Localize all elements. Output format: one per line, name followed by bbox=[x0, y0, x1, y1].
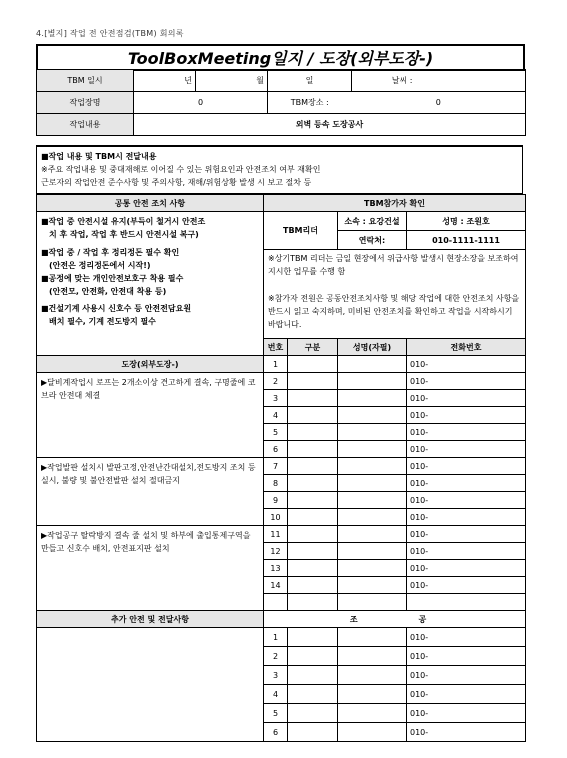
place-label: TBM장소 : bbox=[268, 92, 352, 114]
form-caption: 4.[별지] 작업 전 안전점검(TBM) 회의록 bbox=[36, 29, 184, 38]
painting-item: ▶달비계작업시 로프는 2개소이상 견고하게 결속, 구명줄에 코브라 안전대 체결 bbox=[37, 373, 264, 458]
rule-item: ■작업 중 안전시설 유지(부득이 철거시 안전조 bbox=[41, 217, 206, 226]
group-cell[interactable] bbox=[288, 475, 338, 492]
rule-item: 치 후 작업, 작업 후 반드시 안전시설 복구) bbox=[49, 230, 199, 239]
rule-item: (안전은 정리정돈에서 시작!) bbox=[49, 261, 151, 270]
desc-line: 근로자의 작업안전 준수사항 및 주의사항, 재해/위험상황 발생 시 보고 절차 등 bbox=[41, 178, 312, 187]
group-cell[interactable] bbox=[288, 509, 338, 526]
work-value: 외벽 등속 도장공사 bbox=[134, 114, 526, 136]
phone-cell[interactable]: 010- bbox=[407, 666, 526, 685]
phone-cell[interactable]: 010- bbox=[407, 560, 526, 577]
name-cell[interactable] bbox=[338, 577, 407, 594]
additional-notes[interactable] bbox=[37, 628, 264, 742]
tbm-note-1: ※상기TBM 리더는 금일 현장에서 위급사항 발생시 현장소장을 보조하여 지시한 업무를 수행 함 bbox=[264, 250, 526, 291]
row-no: 5 bbox=[264, 424, 288, 441]
row-no: 1 bbox=[264, 356, 288, 373]
group-cell[interactable] bbox=[288, 647, 338, 666]
col-no: 번호 bbox=[264, 339, 288, 356]
day-label: 일 bbox=[268, 70, 352, 92]
row-no: 10 bbox=[264, 509, 288, 526]
info-table bbox=[36, 69, 526, 136]
desc-line: ※주요 작업내용 및 중대재해로 이어질 수 있는 위험요인과 안전조치 여부 재확인 bbox=[41, 165, 321, 174]
row-no: 2 bbox=[264, 373, 288, 390]
row-no bbox=[264, 594, 288, 611]
name-cell[interactable] bbox=[338, 441, 407, 458]
row-no: 5 bbox=[264, 704, 288, 723]
tbm-header: TBM참가자 확인 bbox=[264, 195, 526, 212]
row-no: 7 bbox=[264, 458, 288, 475]
group-cell[interactable] bbox=[288, 723, 338, 742]
rule-item: ■공정에 맞는 개인안전보호구 착용 필수 bbox=[41, 274, 184, 283]
month-label: 월 bbox=[196, 70, 268, 92]
group-cell[interactable] bbox=[288, 492, 338, 509]
name-cell[interactable] bbox=[338, 509, 407, 526]
name-cell[interactable] bbox=[338, 373, 407, 390]
name-cell[interactable] bbox=[338, 543, 407, 560]
phone-cell[interactable]: 010- bbox=[407, 509, 526, 526]
group-cell[interactable] bbox=[288, 441, 338, 458]
form-title: ToolBoxMeeting일지 / 도장(외부도장-) bbox=[37, 45, 524, 70]
phone-cell[interactable]: 010- bbox=[407, 424, 526, 441]
name-cell[interactable] bbox=[338, 458, 407, 475]
row-no: 8 bbox=[264, 475, 288, 492]
group-cell[interactable] bbox=[288, 424, 338, 441]
phone-cell[interactable]: 010- bbox=[407, 475, 526, 492]
phone-cell[interactable]: 010- bbox=[407, 543, 526, 560]
rule-item: ■작업 중 / 작업 후 정리정돈 필수 확인 bbox=[41, 248, 180, 257]
rule-item: 배치 필수, 기계 전도방지 필수 bbox=[49, 317, 156, 326]
name-cell[interactable] bbox=[338, 628, 407, 647]
phone-cell[interactable]: 010- bbox=[407, 723, 526, 742]
row-no: 2 bbox=[264, 647, 288, 666]
phone-cell[interactable]: 010- bbox=[407, 356, 526, 373]
phone-cell[interactable]: 010- bbox=[407, 373, 526, 390]
name-cell[interactable] bbox=[338, 424, 407, 441]
row-no: 9 bbox=[264, 492, 288, 509]
row-no: 6 bbox=[264, 441, 288, 458]
group-cell[interactable] bbox=[288, 390, 338, 407]
name-cell[interactable] bbox=[338, 526, 407, 543]
group-cell[interactable] bbox=[288, 356, 338, 373]
phone-cell[interactable]: 010- bbox=[407, 390, 526, 407]
leader-contact: 010-1111-1111 bbox=[407, 231, 526, 250]
name-cell[interactable] bbox=[338, 356, 407, 373]
phone-cell[interactable]: 010- bbox=[407, 685, 526, 704]
row-no: 11 bbox=[264, 526, 288, 543]
main-table bbox=[36, 194, 526, 742]
phone-cell[interactable]: 010- bbox=[407, 704, 526, 723]
name-cell[interactable] bbox=[338, 685, 407, 704]
row-no: 4 bbox=[264, 407, 288, 424]
site-label: 작업장명 bbox=[37, 92, 134, 114]
row-no: 3 bbox=[264, 390, 288, 407]
rule-item: ■건설기계 사용시 신호수 등 안전전담요원 bbox=[41, 304, 192, 313]
additional-header: 추가 안전 및 전달사항 bbox=[37, 611, 264, 628]
row-no: 12 bbox=[264, 543, 288, 560]
common-header: 공통 안전 조치 사항 bbox=[37, 195, 264, 212]
contact-label: 연락처: bbox=[338, 231, 407, 250]
phone-cell[interactable]: 010- bbox=[407, 441, 526, 458]
phone-cell[interactable]: 010- bbox=[407, 407, 526, 424]
group-cell[interactable] bbox=[288, 458, 338, 475]
year-label: 년 bbox=[134, 70, 196, 92]
painting-item: ▶작업공구 탈락방지 결속 줄 설치 및 하부에 출입통제구역을 만들고 신호수 배치, 안전표지판 설치 bbox=[37, 526, 264, 611]
row-no: 13 bbox=[264, 560, 288, 577]
name-cell[interactable] bbox=[338, 647, 407, 666]
title-table bbox=[36, 44, 525, 71]
name-cell[interactable] bbox=[338, 560, 407, 577]
group-cell[interactable] bbox=[288, 526, 338, 543]
group-cell[interactable] bbox=[288, 560, 338, 577]
desc-heading: ■작업 내용 및 TBM시 전달내용 bbox=[41, 152, 157, 161]
group-cell[interactable] bbox=[288, 407, 338, 424]
name-cell[interactable] bbox=[338, 475, 407, 492]
leader-name: 성명 : 조원호 bbox=[407, 212, 526, 231]
work-label: 작업내용 bbox=[37, 114, 134, 136]
tbm-leader-label: TBM리더 bbox=[264, 212, 338, 250]
group-cell[interactable] bbox=[288, 594, 338, 611]
name-cell[interactable] bbox=[338, 723, 407, 742]
name-cell[interactable] bbox=[338, 704, 407, 723]
team-label-b: 공 bbox=[407, 611, 526, 628]
row-no: 3 bbox=[264, 666, 288, 685]
phone-cell[interactable]: 010- bbox=[407, 577, 526, 594]
group-cell[interactable] bbox=[288, 685, 338, 704]
group-cell[interactable] bbox=[288, 628, 338, 647]
tbm-date-label: TBM 일시 bbox=[37, 70, 134, 92]
phone-cell[interactable]: 010- bbox=[407, 526, 526, 543]
row-no: 4 bbox=[264, 685, 288, 704]
common-rules bbox=[37, 212, 264, 356]
row-no: 14 bbox=[264, 577, 288, 594]
row-no: 1 bbox=[264, 628, 288, 647]
name-cell[interactable] bbox=[338, 594, 407, 611]
painting-header: 도장(외부도장-) bbox=[37, 356, 264, 373]
group-cell[interactable] bbox=[288, 373, 338, 390]
phone-cell[interactable] bbox=[407, 594, 526, 611]
group-cell[interactable] bbox=[288, 666, 338, 685]
col-name: 성명(자필) bbox=[338, 339, 407, 356]
leader-affiliation: 소속 : 요강건설 bbox=[338, 212, 407, 231]
group-cell[interactable] bbox=[288, 543, 338, 560]
col-phone: 전화번호 bbox=[407, 339, 526, 356]
col-group: 구분 bbox=[288, 339, 338, 356]
weather-label: 날씨 : bbox=[352, 70, 416, 92]
name-cell[interactable] bbox=[338, 666, 407, 685]
name-cell[interactable] bbox=[338, 407, 407, 424]
phone-cell[interactable]: 010- bbox=[407, 628, 526, 647]
phone-cell[interactable]: 010- bbox=[407, 647, 526, 666]
row-no: 6 bbox=[264, 723, 288, 742]
phone-cell[interactable]: 010- bbox=[407, 492, 526, 509]
phone-cell[interactable]: 010- bbox=[407, 458, 526, 475]
site-value: 0 bbox=[134, 92, 268, 114]
place-value: 0 bbox=[352, 92, 526, 114]
painting-item: ▶작업발판 설치시 발판고정,안전난간대설치,전도방지 조치 등 실시, 불량 및 불안전발판 설치 절대금지 bbox=[37, 458, 264, 526]
team-label-a: 조 bbox=[264, 611, 407, 628]
rule-item: (안전모, 안전화, 안전대 착용 등) bbox=[49, 287, 167, 296]
description-box bbox=[36, 145, 523, 194]
group-cell[interactable] bbox=[288, 704, 338, 723]
name-cell[interactable] bbox=[338, 492, 407, 509]
weather-value[interactable] bbox=[416, 70, 526, 92]
group-cell[interactable] bbox=[288, 577, 338, 594]
tbm-note-2: ※참가자 전원은 공동안전조치사항 및 해당 작업에 대한 안전조치 사항을 반드시 읽고 숙지하며, 미비된 안전조치를 확인하고 작업을 시작하시기 바랍니다. bbox=[264, 290, 526, 339]
name-cell[interactable] bbox=[338, 390, 407, 407]
